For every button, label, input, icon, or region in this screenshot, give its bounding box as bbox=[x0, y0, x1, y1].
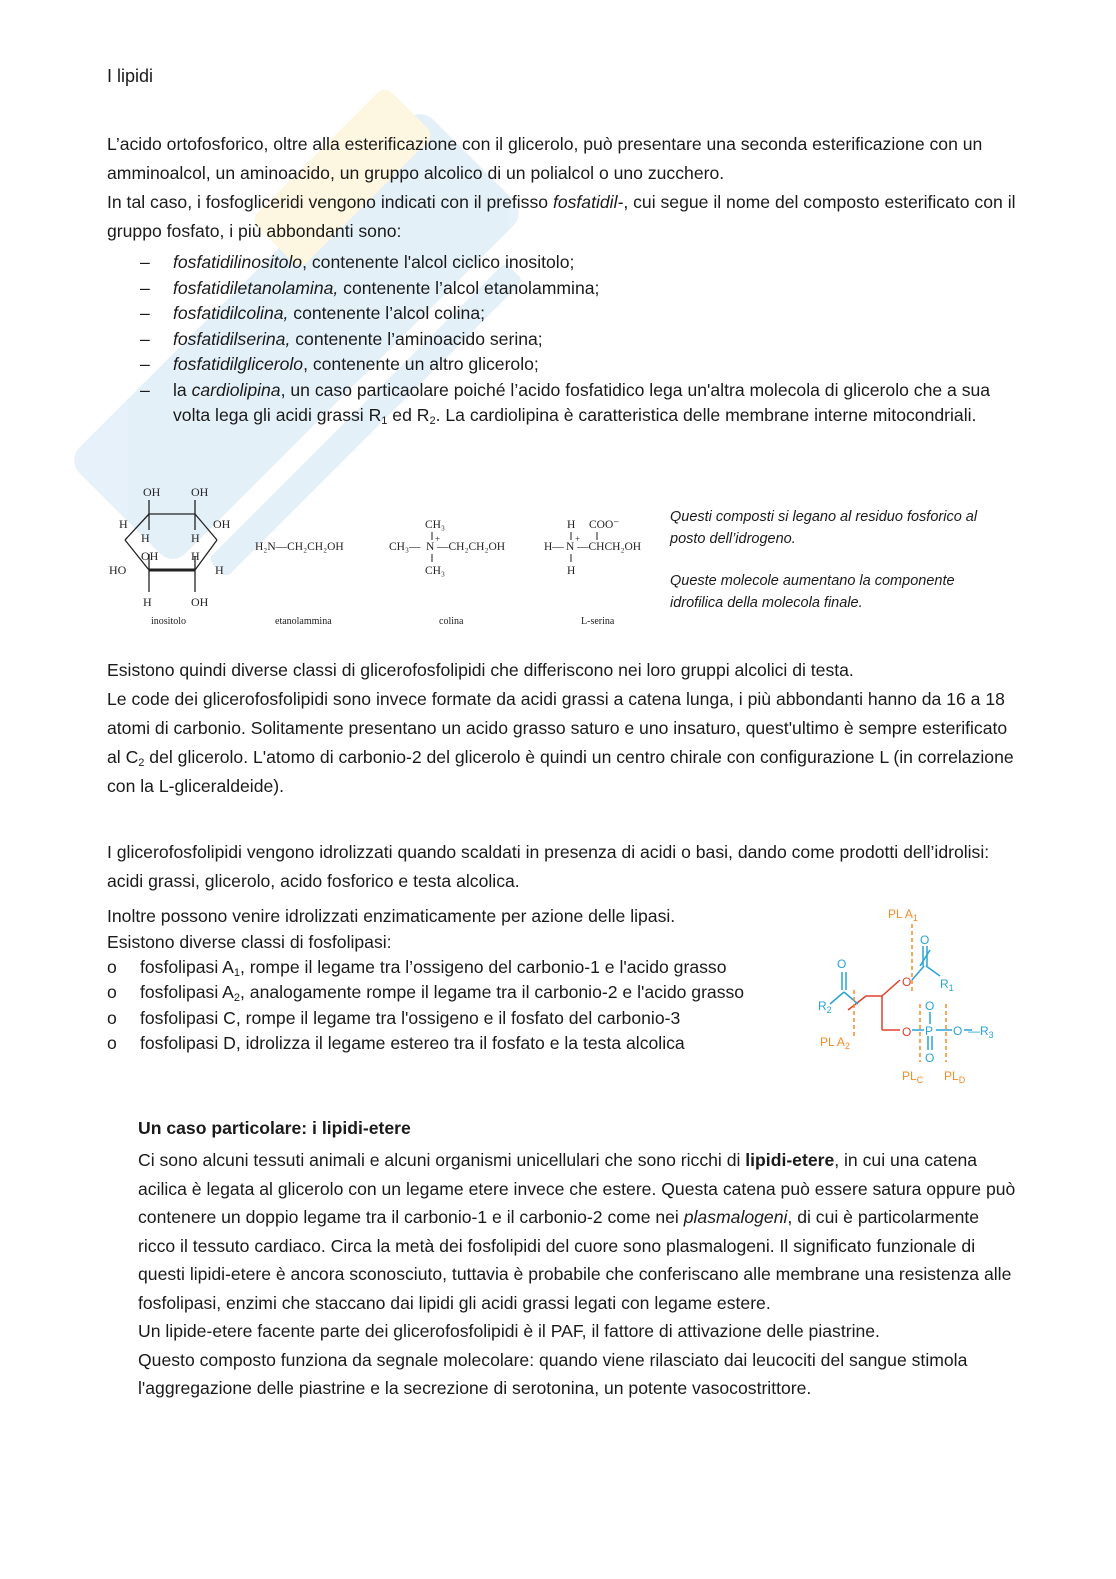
list-item-text: , un caso particaolare poiché l’acido fosfatidico lega un'altra molecola di glicerolo che a sua volta lega gli acidi grassi R bbox=[173, 379, 991, 425]
pla1-label: PL $A_1$ bbox=[888, 907, 918, 923]
figure-note-2: Queste molecole aumentano la componente idrofilica della molecola finale. bbox=[670, 573, 955, 611]
choline-chain: —CH₂CH₂OH bbox=[437, 541, 506, 553]
inositol-oh-mid: OH bbox=[141, 549, 159, 563]
choline-n: N bbox=[426, 541, 435, 553]
para2-line-1: Esistono quindi diverse classi di glicerofosfolipidi che differiscono nei loro gruppi alcolici di testa. bbox=[107, 660, 854, 680]
dash-bullet: – bbox=[140, 277, 150, 298]
chemical-structures-figure bbox=[105, 482, 665, 630]
list-item bbox=[107, 250, 1017, 276]
ether-text: Questo composto funziona da segnale molecolare: quando viene rilasciato dai leucociti del sangue stimola l'aggregazione delle piastrine e la secrezione di serotonina, un potente vasocostrittore. bbox=[138, 1349, 968, 1398]
phospholipase-list bbox=[107, 955, 807, 1056]
figure-note-1: Questi composti si legano al residuo fosforico al posto dell’idrogeno. bbox=[670, 509, 978, 547]
list-item bbox=[107, 327, 1017, 353]
inositol-oh-bottom: OH bbox=[191, 595, 209, 609]
list-item bbox=[107, 955, 807, 980]
list-item bbox=[107, 1031, 807, 1056]
o-atom: O bbox=[902, 1025, 912, 1039]
list-item-text: fosfolipasi C, rompe il legame tra l'ossigeno e il fosfato del carbonio-3 bbox=[140, 1007, 681, 1028]
dash-bullet: – bbox=[140, 328, 150, 349]
inositol-h-2: H bbox=[191, 531, 200, 545]
ether-lipids-paragraph bbox=[138, 1146, 1018, 1403]
dash-bullet: – bbox=[140, 303, 150, 323]
inositol-label: inositolo bbox=[151, 616, 187, 627]
list-item-text: fosfolipasi A bbox=[140, 957, 234, 977]
bold-term: lipidi-etere bbox=[745, 1150, 835, 1170]
section-heading: Un caso particolare: i lipidi-etere bbox=[138, 1118, 411, 1138]
list-item-term: fosfatidilinositolo bbox=[173, 252, 303, 272]
serine-h-bottom: H bbox=[567, 565, 576, 577]
intro-line-1: L’acido ortofosforico, oltre alla esterificazione con il glicerolo, può presentare una seconda esterificazione con un amminoalcol, un aminoacido, un gruppo alcolico di un polialcol o uno zucchero. bbox=[107, 134, 983, 183]
phospholipase-sites-figure bbox=[808, 900, 1008, 1090]
subscript: 2 bbox=[429, 415, 436, 427]
subscript: 1 bbox=[381, 415, 388, 427]
prefix-term: fosfatidil- bbox=[552, 192, 624, 212]
subscript: 2 bbox=[233, 992, 241, 1005]
intro-line-2-pre: In tal caso, i fosfogliceridi vengono indicati con il prefisso bbox=[107, 192, 553, 212]
list-item-term: fosfatidilserina, bbox=[173, 328, 291, 349]
phospholipase-svg bbox=[808, 900, 1008, 1090]
list-item-text: , analogamente rompe il legame tra il carbonio-2 e l'acido grasso bbox=[240, 982, 745, 1003]
para2-line-2-pre: Le code dei glicerofosfolipidi sono invece formate da acidi grassi a catena lunga, i più abbondanti hanno da 16 a 18 atomi di carbonio. Solitamente presentano un acido grasso saturo e uno insaturo, quest'ultimo è sempre esterificato al C bbox=[107, 689, 1008, 767]
para4-line-1: Inoltre possono venire idrolizzati enzimaticamente per azione delle lipasi. bbox=[107, 906, 676, 926]
inositol-oh-top-right: OH bbox=[191, 485, 209, 499]
glycerophospholipid-paragraph bbox=[107, 656, 1017, 801]
circle-bullet: o bbox=[107, 1007, 117, 1028]
list-item-text: contenente l’alcol etanolammina; bbox=[338, 277, 600, 298]
inositol-ho-left: HO bbox=[109, 563, 127, 577]
italic-term: plasmalogeni bbox=[683, 1207, 788, 1227]
list-item-text: contenente l’aminoacido serina; bbox=[290, 328, 543, 349]
list-item-text: fosfolipasi A bbox=[140, 982, 234, 1003]
plc-label: $PL_C$ bbox=[902, 1069, 924, 1085]
o-atom: O bbox=[953, 1024, 963, 1038]
list-item bbox=[107, 1006, 807, 1031]
list-item-text: . La cardiolipina è caratteristica delle membrane interne mitocondriali. bbox=[435, 405, 977, 425]
o-atom: O bbox=[925, 999, 935, 1013]
choline-ch3-bottom: CH₃ bbox=[425, 565, 445, 577]
o-atom: O bbox=[837, 957, 847, 971]
inositol-h-mid: H bbox=[191, 549, 200, 563]
list-item-text: , contenente un altro glicerolo; bbox=[303, 354, 539, 374]
list-item-cardiolipin bbox=[107, 378, 1017, 429]
list-item bbox=[107, 352, 1017, 378]
list-item bbox=[107, 980, 807, 1005]
serine-chain: —CHCH₂OH bbox=[577, 541, 642, 553]
inositol-h-right: H bbox=[215, 563, 224, 577]
circle-bullet: o bbox=[107, 1032, 117, 1053]
lipase-intro-paragraph bbox=[107, 904, 797, 955]
circle-bullet: o bbox=[107, 982, 117, 1003]
list-item bbox=[107, 301, 1017, 327]
ether-text: Un lipide-etere facente parte dei glicerofosfolipidi è il PAF, il fattore di attivazione delle piastrine. bbox=[138, 1321, 880, 1341]
subscript: 1 bbox=[233, 967, 241, 979]
p-atom: P bbox=[925, 1024, 934, 1038]
o-atom: O bbox=[902, 975, 912, 989]
structures-svg bbox=[105, 482, 665, 630]
dash-bullet: – bbox=[140, 354, 150, 374]
list-item-term: fosfatidilglicerolo bbox=[173, 354, 304, 374]
circle-bullet: o bbox=[107, 957, 117, 977]
subscript: 2 bbox=[138, 757, 145, 769]
serine-plus: + bbox=[575, 534, 581, 544]
list-item-text: la bbox=[173, 379, 192, 400]
list-item-text: , contenente l'alcol ciclico inositolo; bbox=[302, 252, 575, 272]
r2-label: $R_2$ bbox=[818, 999, 832, 1015]
inositol-oh-right: OH bbox=[213, 517, 231, 531]
choline-plus: + bbox=[435, 534, 441, 544]
inositol-h-1: H bbox=[141, 531, 150, 545]
ether-text: Ci sono alcuni tessuti animali e alcuni organismi unicellulari che sono ricchi di bbox=[138, 1150, 746, 1170]
list-item-text: contenente l’alcol colina; bbox=[288, 303, 485, 323]
ether-text: , in cui una catena acilica è legata al glicerolo con un legame etere invece che estere. Questa catena può essere satura oppure può contenere un doppio legame tra il carbonio-1 e il carbonio-2 come nei bbox=[138, 1150, 1016, 1227]
choline-label: colina bbox=[439, 616, 464, 627]
o-atom: O bbox=[920, 933, 930, 947]
list-item-text: fosfolipasi D, idrolizza il legame estereo tra il fosfato e la testa alcolica bbox=[140, 1032, 685, 1053]
serine-coo: COO⁻ bbox=[589, 519, 620, 531]
o-atom: O bbox=[925, 1051, 935, 1065]
r1-label: $R_1$ bbox=[940, 977, 954, 993]
list-item-text: ed R bbox=[387, 405, 430, 425]
r3-label: $—R_3$ bbox=[968, 1024, 994, 1040]
serine-label: L-serina bbox=[581, 616, 615, 627]
inositol-h-bottom: H bbox=[143, 595, 152, 609]
pla2-label: PL $A_2$ bbox=[820, 1035, 850, 1051]
serine-n: N bbox=[566, 541, 575, 553]
dash-bullet: – bbox=[140, 379, 150, 400]
list-item-term: fosfatidiletanolamina, bbox=[173, 277, 339, 298]
inositol-h-top-left: H bbox=[119, 517, 128, 531]
choline-ch3-left: CH₃— bbox=[389, 541, 421, 553]
list-item-term: cardiolipina bbox=[191, 379, 281, 400]
serine-h-left: H— bbox=[544, 541, 564, 553]
ethanolamine-formula: H₂N—CH₂CH₂OH bbox=[255, 541, 344, 553]
phospholipid-list bbox=[107, 250, 1017, 429]
intro-line-2-post: , cui segue il nome del composto esterificato con il gruppo fosfato, i più abbondanti sono: bbox=[107, 192, 1016, 241]
pld-label: $PL_D$ bbox=[944, 1069, 966, 1085]
list-item-text: , rompe il legame tra l’ossigeno del carbonio-1 e l'acido grasso bbox=[240, 957, 727, 977]
choline-ch3-top: CH₃ bbox=[425, 519, 445, 531]
inositol-oh-top-left: OH bbox=[143, 485, 161, 499]
para4-line-2: Esistono diverse classi di fosfolipasi: bbox=[107, 931, 392, 952]
para2-line-2-post: del glicerolo. L'atomo di carbonio-2 del glicerolo è quindi un centro chirale con configurazione L (in correlazione con la L-gliceraldeide). bbox=[107, 747, 1014, 796]
page-title: I lipidi bbox=[107, 66, 154, 86]
list-item bbox=[107, 276, 1017, 302]
serine-h-top: H bbox=[567, 519, 576, 531]
intro-paragraph bbox=[107, 130, 1017, 246]
hydrolysis-paragraph: I glicerofosfolipidi vengono idrolizzati quando scaldati in presenza di acidi o basi, dando come prodotti dell’idrolisi: acidi grassi, glicerolo, acido fosforico e testa alcolica. bbox=[107, 842, 990, 891]
ether-text: , di cui è particolarmente ricco il tessuto cardiaco. Circa la metà dei fosfolipidi del cuore sono plasmalogeni. Il significato funzionale di questi lipidi-etere è ancora sconosciuto, tuttavia è probabile che conferiscano alle membrane una resistenza alle fosfolipasi, enzimi che staccano dai lipidi gli acidi grassi legati con legame estere. bbox=[138, 1207, 1012, 1313]
dash-bullet: – bbox=[140, 252, 150, 272]
list-item-term: fosfatidilcolina, bbox=[173, 303, 289, 323]
ethanolamine-label: etanolammina bbox=[275, 616, 332, 627]
